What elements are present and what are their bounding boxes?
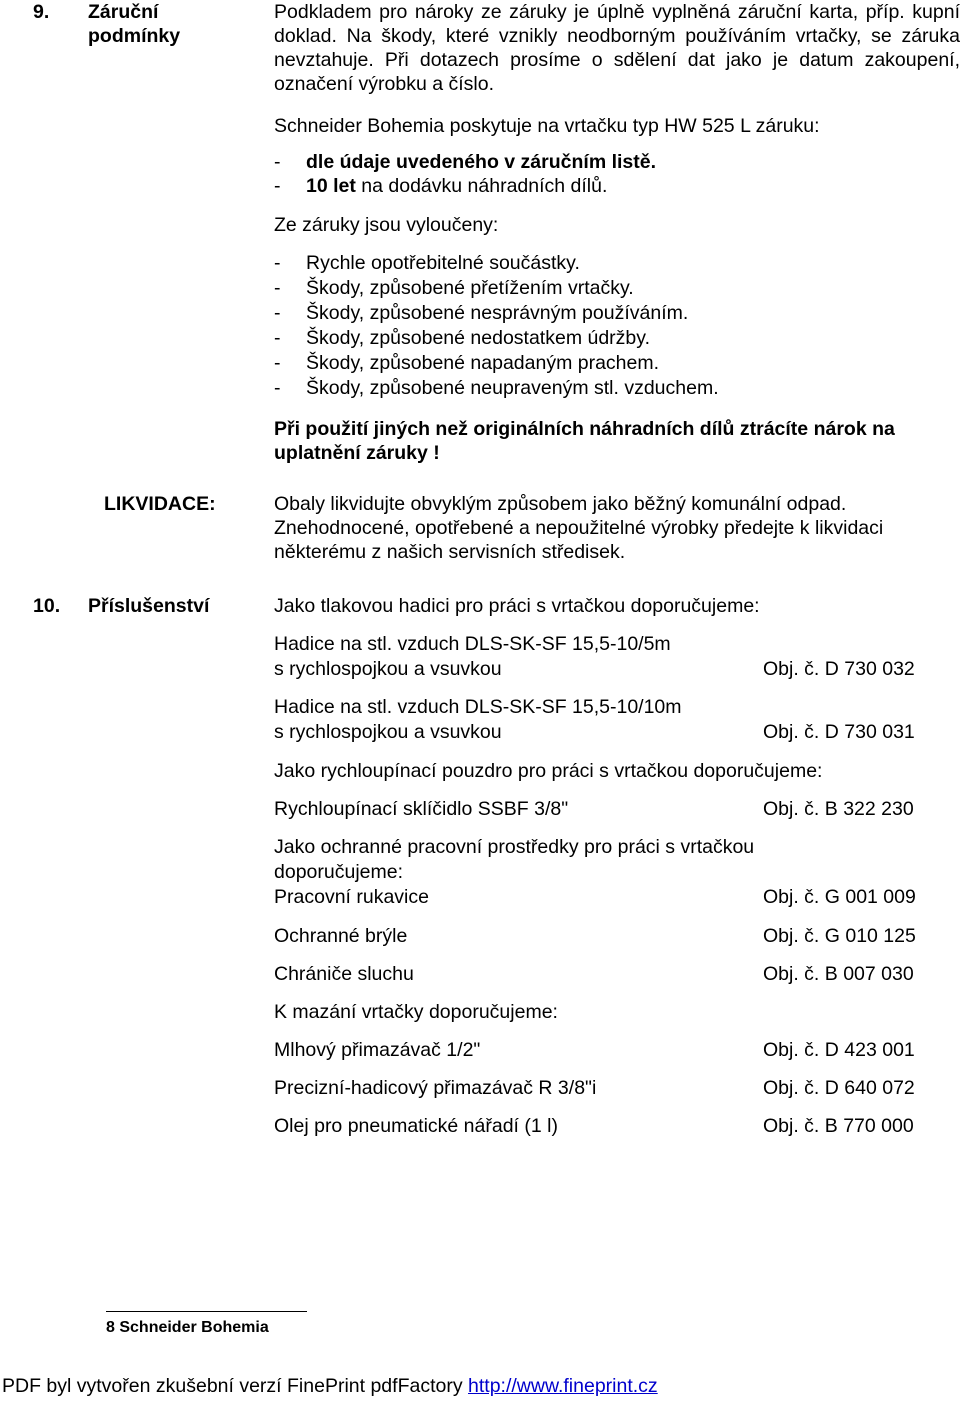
lube-3-order-number: Obj. č. B 770 000 — [763, 1115, 914, 1137]
hose-2-name: Hadice na stl. vzduch DLS-SK-SF 15,5-10/10m — [274, 696, 682, 718]
excluded-item: - Škody, způsobené neupraveným stl. vzduchem. — [274, 377, 719, 399]
section-9-number: 9. — [33, 1, 50, 23]
excluded-item: - Škody, způsobené napadaným prachem. — [274, 352, 660, 374]
excluded-item: - Rychle opotřebitelné součástky. — [274, 252, 580, 274]
warranty-item-1-text: dle údaje uvedeného v záručním listě. — [306, 151, 657, 173]
earmuffs-name: Chrániče sluchu — [274, 963, 414, 985]
page-footer: 8 Schneider Bohemia — [106, 1319, 269, 1336]
excluded-item-text: Škody, způsobené napadaným prachem. — [306, 352, 660, 374]
pdf-note-text: PDF byl vytvořen zkušební verzí FinePrint pdfFactory — [2, 1375, 469, 1397]
earmuffs-order-number: Obj. č. B 007 030 — [763, 963, 914, 985]
lube-2-name: Precizní-hadicový přimazávač R 3/8"i — [274, 1077, 597, 1099]
protection-intro-cont: doporučujeme: — [274, 861, 403, 883]
warranty-warning: Při použití jiných než originálních náhradních dílů ztrácíte nárok na uplatnění záruky ! — [274, 418, 895, 464]
section-10-number: 10. — [33, 595, 61, 617]
pdf-link[interactable]: http://www.fineprint.cz — [468, 1375, 658, 1397]
protection-intro: Jako ochranné pracovní prostředky pro práci s vrtačkou — [274, 836, 755, 858]
hose-1-name-cont: s rychlospojkou a vsuvkou — [274, 658, 502, 680]
chuck-name: Rychloupínací sklíčidlo SSBF 3/8" — [274, 798, 569, 820]
excluded-item-text: Rychle opotřebitelné součástky. — [306, 252, 580, 274]
glasses-order-number: Obj. č. G 010 125 — [763, 925, 916, 947]
warranty-intro-paragraph: Podkladem pro nároky ze záruky je úplně vyplněná záruční karta, příp. kupní doklad. Na škody, které vznikly neodborným používáním vrtačky, se záruka nevztahuje. Při dotazech prosíme o sdělení dat jako je datum zakoupení, označení výrobku a číslo. — [274, 1, 960, 95]
section-10-title: Příslušenství — [88, 595, 210, 617]
excluded-item-text: Škody, způsobené nedostatkem údržby. — [306, 327, 650, 349]
disposal-text: Obaly likvidujte obvyklým způsobem jako běžný komunální odpad. Znehodnocené, opotřebené a nepoužitelné výrobky předejte k likvidaci některému z našich servisních středisek. — [274, 493, 884, 563]
hose-2-name-cont: s rychlospojkou a vsuvkou — [274, 721, 502, 743]
footer-rule — [106, 1311, 307, 1312]
gloves-order-number: Obj. č. G 001 009 — [763, 886, 916, 908]
excluded-item: - Škody, způsobené přetížením vrtačky. — [274, 277, 634, 299]
lube-1-order-number: Obj. č. D 423 001 — [763, 1039, 915, 1061]
warranty-statement: Schneider Bohemia poskytuje na vrtačku typ HW 525 L záruku: — [274, 115, 820, 137]
glasses-name: Ochranné brýle — [274, 925, 408, 947]
chuck-order-number: Obj. č. B 322 230 — [763, 798, 914, 820]
hose-1-name: Hadice na stl. vzduch DLS-SK-SF 15,5-10/5m — [274, 633, 671, 655]
disposal-title: LIKVIDACE: — [104, 493, 216, 515]
excluded-item: - Škody, způsobené nedostatkem údržby. — [274, 327, 650, 349]
warranty-item-2-text: na dodávku náhradních dílů. — [355, 175, 608, 197]
excluded-intro: Ze záruky jsou vyloučeny: — [274, 214, 499, 236]
warranty-item-2: - 10 let na dodávku náhradních dílů. — [274, 175, 608, 197]
chuck-intro: Jako rychloupínací pouzdro pro práci s vrtačkou doporučujeme: — [274, 760, 823, 782]
excluded-item-text: Škody, způsobené přetížením vrtačky. — [306, 277, 634, 299]
excluded-item-text: Škody, způsobené nesprávným používáním. — [306, 302, 689, 324]
hose-intro: Jako tlakovou hadici pro práci s vrtačkou doporučujeme: — [274, 595, 760, 617]
excluded-item: - Škody, způsobené nesprávným používáním. — [274, 302, 689, 324]
warranty-item-1: - dle údaje uvedeného v záručním listě. — [274, 151, 657, 173]
excluded-item-text: Škody, způsobené neupraveným stl. vzduchem. — [306, 377, 719, 399]
gloves-name: Pracovní rukavice — [274, 886, 429, 908]
lube-2-order-number: Obj. č. D 640 072 — [763, 1077, 915, 1099]
section-9-title-line1: Záruční — [88, 1, 159, 23]
lube-1-name: Mlhový přimazávač 1/2" — [274, 1039, 481, 1061]
pdf-note — [2, 1373, 658, 1399]
hose-1-order-number: Obj. č. D 730 032 — [763, 658, 915, 680]
section-9-title-line2: podmínky — [88, 25, 181, 47]
hose-2-order-number: Obj. č. D 730 031 — [763, 721, 915, 743]
lube-intro: K mazání vrtačky doporučujeme: — [274, 1001, 558, 1023]
warranty-item-2-bold: 10 let — [306, 175, 356, 197]
lube-3-name: Olej pro pneumatické nářadí (1 l) — [274, 1115, 558, 1137]
